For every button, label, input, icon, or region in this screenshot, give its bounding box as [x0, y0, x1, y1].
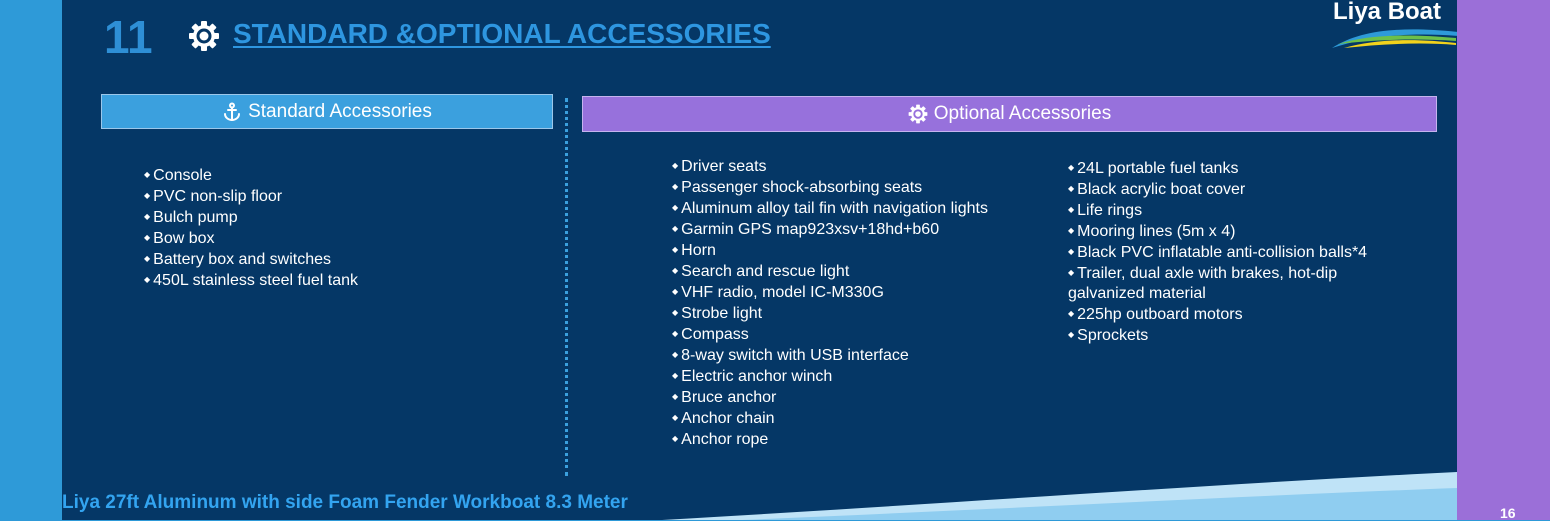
list-item: ◆ VHF radio, model IC-M330G — [672, 282, 992, 303]
list-item: ◆ Mooring lines (5m x 4) — [1068, 221, 1368, 242]
logo-text: Liya Boat — [1333, 0, 1442, 25]
section-number: 11 — [104, 11, 153, 63]
gear-icon — [188, 20, 220, 52]
standard-accessories-heading: Standard Accessories — [248, 100, 432, 122]
list-item: ◆ Compass — [672, 324, 992, 345]
optional-accessories-heading: Optional Accessories — [933, 103, 1112, 124]
standard-accessories-header — [101, 94, 553, 129]
list-item: ◆ Black PVC inflatable anti-collision balls*4 — [1068, 242, 1368, 263]
optional-accessories-list-right — [1068, 158, 1368, 346]
anchor-icon — [222, 102, 242, 122]
list-item: ◆ Console — [144, 165, 504, 186]
slide — [62, 0, 1457, 520]
list-item: ◆ Black acrylic boat cover — [1068, 179, 1368, 200]
optional-accessories-header — [582, 96, 1437, 132]
list-item: ◆ Search and rescue light — [672, 261, 992, 282]
list-item: ◆ Bulch pump — [144, 207, 504, 228]
list-item: ◆ Life rings — [1068, 200, 1368, 221]
optional-accessories-list-left — [672, 156, 992, 450]
list-item: ◆ Driver seats — [672, 156, 992, 177]
list-item: ◆ Aluminum alloy tail fin with navigation lights — [672, 198, 992, 219]
gear-icon — [908, 104, 928, 124]
list-item: ◆ 8-way switch with USB interface — [672, 345, 992, 366]
footer-title: Liya 27ft Aluminum with side Foam Fender Workboat 8.3 Meter — [62, 492, 628, 513]
list-item: ◆ 24L portable fuel tanks — [1068, 158, 1368, 179]
standard-accessories-list — [144, 165, 504, 291]
list-item: ◆ Horn — [672, 240, 992, 261]
list-item: ◆ Garmin GPS map923xsv+18hd+b60 — [672, 219, 992, 240]
liya-boat-logo — [1330, 0, 1457, 56]
page-number: 16 — [1500, 505, 1516, 521]
list-item: ◆ Bow box — [144, 228, 504, 249]
right-accent-stripe — [1457, 0, 1550, 520]
list-item: ◆ Electric anchor winch — [672, 366, 992, 387]
footer-wave-decoration — [662, 466, 1457, 520]
list-item: ◆ Passenger shock-absorbing seats — [672, 177, 992, 198]
list-item: ◆ PVC non-slip floor — [144, 186, 504, 207]
list-item: ◆ Bruce anchor — [672, 387, 992, 408]
list-item: ◆ Sprockets — [1068, 325, 1368, 346]
list-item: ◆ Anchor chain — [672, 408, 992, 429]
list-item: ◆ 225hp outboard motors — [1068, 304, 1368, 325]
list-item: ◆ Anchor rope — [672, 429, 992, 450]
list-item: ◆ 450L stainless steel fuel tank — [144, 270, 504, 291]
column-divider — [565, 98, 568, 476]
list-item: ◆ Battery box and switches — [144, 249, 504, 270]
list-item: ◆ Strobe light — [672, 303, 992, 324]
page-title: STANDARD &OPTIONAL ACCESSORIES — [233, 18, 771, 49]
list-item: ◆ Trailer, dual axle with brakes, hot-dip galvanized material — [1068, 263, 1368, 304]
logo-wave-icon — [1330, 22, 1457, 52]
